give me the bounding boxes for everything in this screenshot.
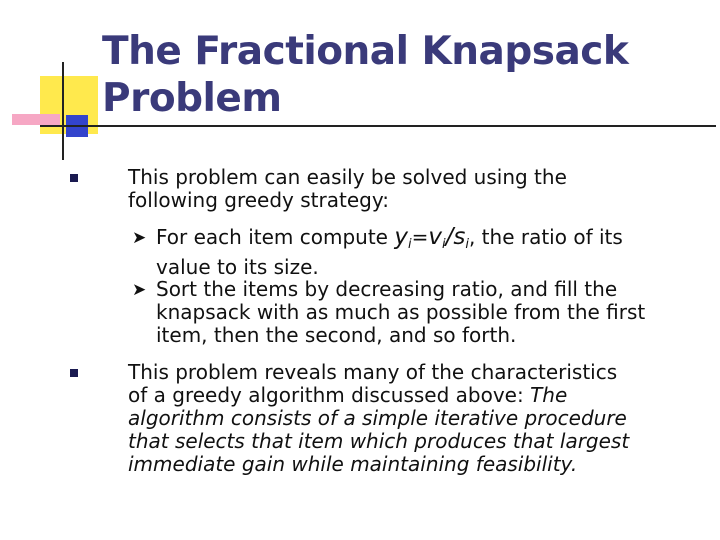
sub-bullet-2-line-2: knapsack with as much as possible from the first [156,300,646,324]
sub-bullet-1-line-1: For each item compute $y_i=v_i/s_i$, the ratio of its [156,224,623,252]
sub-bullet-2-line-3: item, then the second, and so forth. [156,323,517,347]
sub-bullet-1-line-2: value to its size. [156,255,319,279]
sub-bullet-2-text [156,278,708,347]
decoration-pink-bar [12,114,60,125]
bullet-2-line-3: algorithm consists of a simple iterative procedure [128,406,627,430]
sub-bullet-2-line-1: Sort the items by decreasing ratio, and fill the [156,277,618,301]
decoration-horizontal-line [40,125,716,127]
page-title [102,28,702,122]
bullet-2-line-5: immediate gain while maintaining feasibility. [128,452,578,476]
arrow-bullet-icon: ➤ [132,228,147,248]
bullet-2-line-2: of a greedy algorithm discussed above: The [128,383,568,407]
bullet-2-line-1: This problem reveals many of the characteristics [128,360,618,384]
title-line-1: The Fractional Knapsack [102,29,629,74]
bullet-1-text [128,166,708,212]
sub-bullet-1-text [156,226,708,279]
decoration-vertical-line [62,62,64,160]
bullet-2-line-4: that selects that item which produces that largest [128,429,630,453]
bullet-1-line-2: following greedy strategy: [128,188,389,212]
arrow-bullet-icon: ➤ [132,280,147,300]
title-line-2: Problem [102,76,282,121]
bullet-2-text [128,361,708,476]
bullet-marker [70,369,78,377]
bullet-marker [70,174,78,182]
bullet-1-line-1: This problem can easily be solved using the [128,165,567,189]
